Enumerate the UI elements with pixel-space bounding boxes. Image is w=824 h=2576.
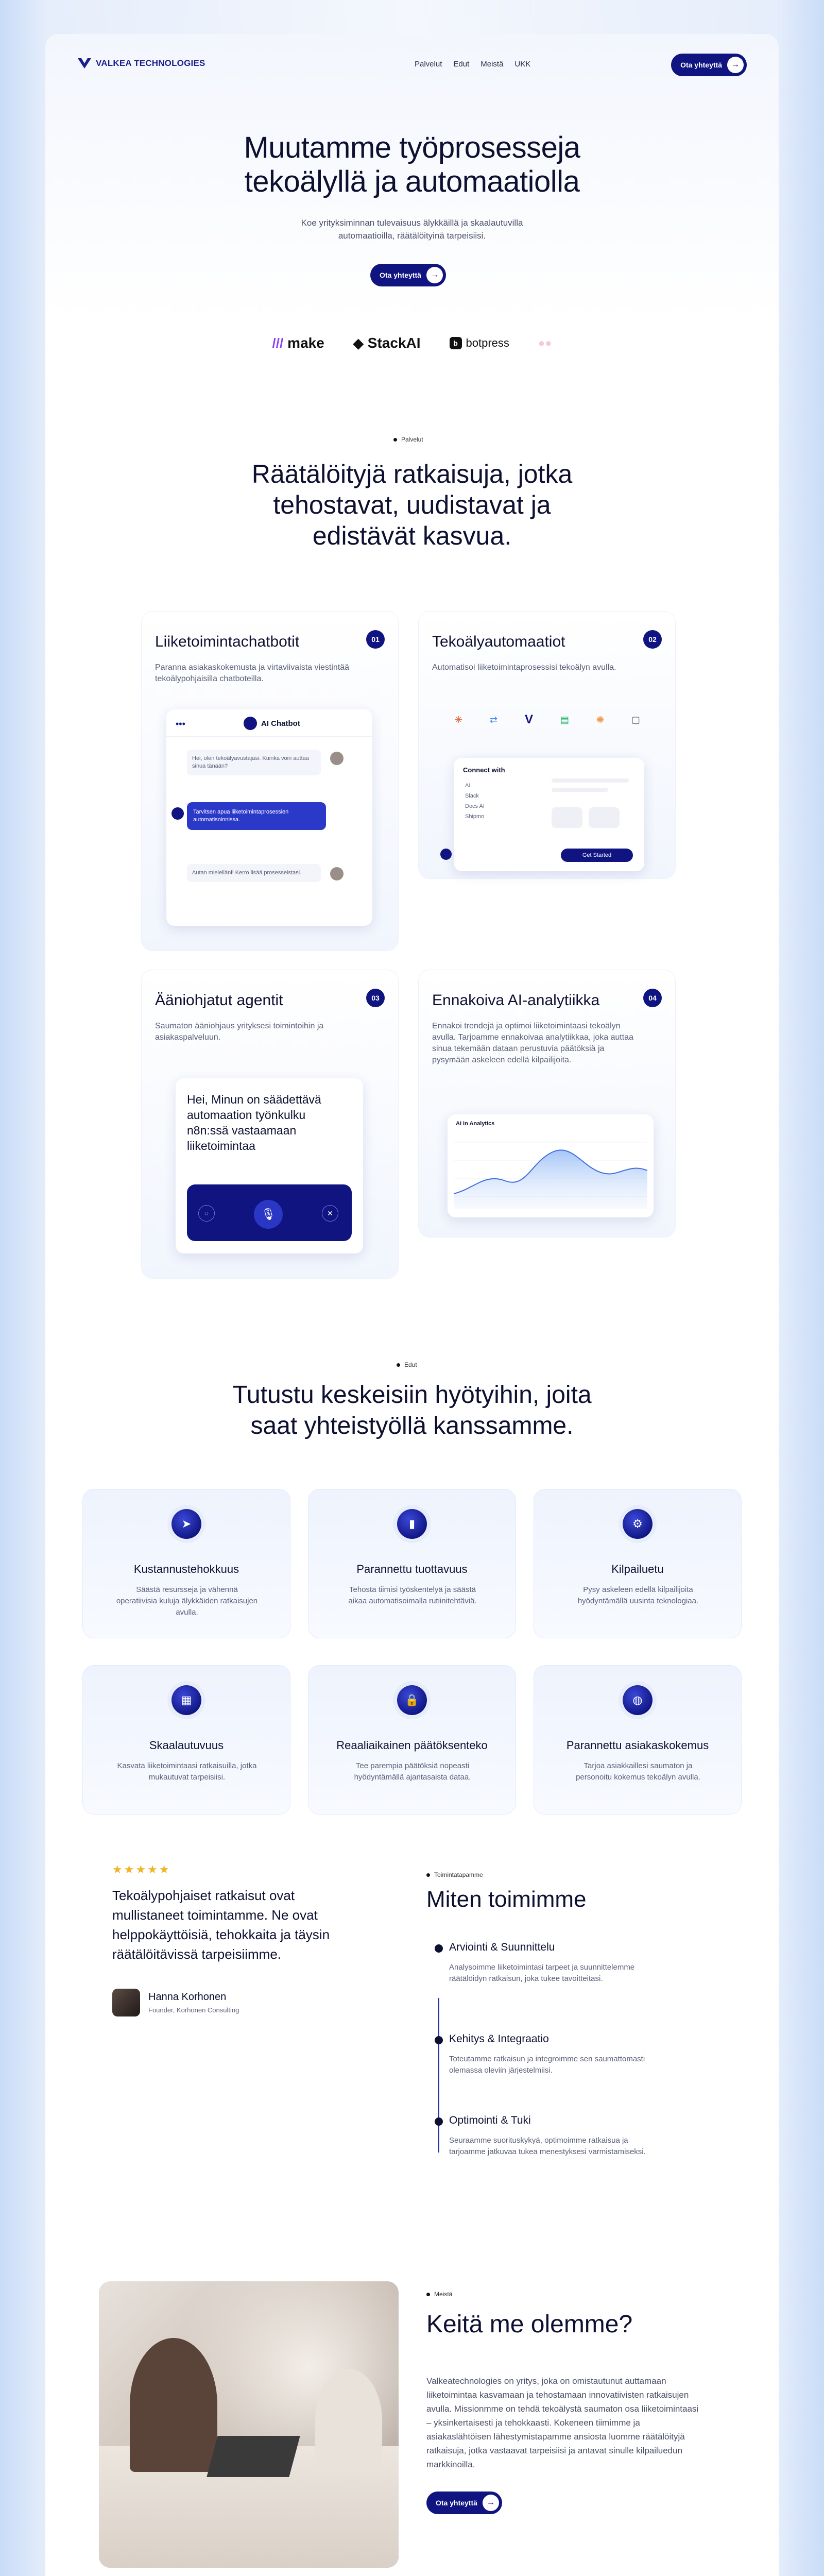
- photo-laptop: [207, 2436, 300, 2477]
- service-title: Ennakoiva AI-analytiikka: [432, 992, 600, 1009]
- hero-title-line-2: tekoälyllä ja automaatiolla: [244, 165, 580, 198]
- photo-person: [315, 2369, 382, 2472]
- service-desc: Ennakoi trendejä ja optimoi liiketoimintaasi tekoälyn avulla. Tarjoamme ennakoivaa analytiikkaa, joka auttaa sinua tekemään dataan perustuvia päätöksiä ja pysymään askeleen edellä kilpailijoita.: [432, 1022, 634, 1064]
- service-card-automation[interactable]: [418, 611, 676, 879]
- benefit-card: [534, 1665, 742, 1815]
- team-photo: [99, 2281, 399, 2568]
- top-nav: [77, 54, 747, 76]
- benefits-title: [45, 1380, 779, 1442]
- services-tag: [393, 436, 423, 443]
- process-timeline: [438, 1998, 439, 2153]
- nav-links: [415, 60, 530, 69]
- chat-message-user: Tarvitsen apua liiketoimintaprosessien automatisoinnissa.: [187, 802, 326, 830]
- hero-title: [45, 131, 779, 199]
- chatbot-header: [244, 717, 300, 730]
- hero-title-line-1: Muutamme työprosesseja: [244, 131, 580, 164]
- benefit-title: Reaaliaikainen päätöksenteko: [336, 1739, 488, 1752]
- hero-contact-button[interactable]: [370, 264, 446, 286]
- user-avatar-icon: [330, 752, 344, 765]
- step-title: Optimointi & Tuki: [449, 2114, 531, 2126]
- tag-dot: [397, 1363, 400, 1367]
- nav-contact-label: Ota yhteyttä: [680, 61, 722, 69]
- step-desc: Seuraamme suorituskykyä, optimoimme ratkaisua ja tarjoamme jatkuvaa tukea menestyksesi varmistamiseksi.: [449, 2136, 646, 2156]
- step-title: Arviointi & Suunnittelu: [449, 1941, 555, 1953]
- menu-dots-icon: •••: [176, 719, 185, 729]
- chart-icon: ▮: [397, 1509, 427, 1539]
- connect-option[interactable]: AI: [465, 783, 471, 789]
- process-step: [449, 2114, 665, 2158]
- chat-icon[interactable]: ◌: [198, 1205, 215, 1222]
- analytics-area-chart: [454, 1132, 647, 1209]
- partner-logos: [45, 328, 779, 359]
- logo-v-icon: [77, 58, 92, 69]
- benefit-card: [82, 1489, 290, 1638]
- nav-link-benefits[interactable]: Edut: [453, 60, 470, 69]
- step-desc: Analysoimme liiketoimintasi tarpeet ja suunnittelemme räätälöidyn ratkaisun, joka tukee tavoitteitasi.: [449, 1963, 635, 1983]
- placeholder-box: [589, 807, 620, 828]
- benefit-title: Parannettu asiakaskokemus: [566, 1739, 709, 1752]
- sheets-icon: ▤: [560, 714, 569, 725]
- automation-mockup: [454, 758, 644, 871]
- service-desc: Automatisoi liiketoimintaprosessisi tekoälyn avulla.: [432, 663, 616, 672]
- arrow-right-icon: →: [426, 267, 443, 283]
- arrow-right-icon: →: [483, 2495, 499, 2511]
- step-dot: [435, 2117, 443, 2126]
- hub-icon: ✺: [596, 714, 604, 725]
- benefit-card: [534, 1489, 742, 1638]
- benefit-title: Kustannustehokkuus: [133, 1563, 239, 1575]
- process-tag: [426, 1871, 483, 1878]
- benefits-title-line-1: Tutustu keskeisiin hyötyihin, joita: [232, 1381, 592, 1409]
- analytics-mockup: [448, 1114, 654, 1217]
- benefit-card: [308, 1665, 516, 1815]
- arrow-right-icon: →: [727, 57, 744, 73]
- service-number: 01: [366, 630, 385, 649]
- send-icon: ➤: [171, 1509, 201, 1539]
- benefit-desc: Tarjoa asiakkaillesi saumaton ja personoitu kokemus tekoälyn avulla.: [576, 1761, 700, 1782]
- about-text: Valkeatechnologies on yritys, joka on omistautunut auttamaan liiketoimintaa kasvamaan ja tehostamaan innovatiivisten ratkaisujen avulla. Missionmme on tehdä tekoälystä saumaton osa liiketoimintaasi – yksinkertaisesti ja tehokkaasti. Kokenеen tiimimme ja asiakaslähtöisen lähestymistapamme ansiosta luomme räätälöityjä ratkaisuja, jotka vastaavat tarpeisiisi ja antavat sinulle kilpailuedun markkinoilla.: [426, 2376, 699, 2469]
- benefit-title: Skaalautuvuus: [149, 1739, 224, 1752]
- benefit-desc: Tehosta tiimisi työskentelyä ja säästä aikaa automatisoimalla rutiinitehtäviä.: [348, 1585, 477, 1605]
- make-mark-icon: ///: [272, 335, 284, 351]
- botpress-mark-icon: b: [450, 337, 462, 349]
- page: [45, 34, 779, 2576]
- step-dot: [435, 1944, 443, 1953]
- brand-logo[interactable]: [77, 58, 205, 69]
- tag-dot: [393, 438, 397, 442]
- process-tag-label: Toimintatapamme: [434, 1871, 483, 1878]
- bot-avatar-icon: [244, 717, 257, 730]
- voice-mockup: [176, 1078, 363, 1253]
- process-title: Miten toimimme: [426, 1887, 587, 1912]
- placeholder-box: [552, 807, 582, 828]
- benefit-desc: Säästä resursseja ja vähennä operatiivisia kuluja älykkäiden ratkaisujen avulla.: [116, 1585, 258, 1617]
- connect-options: [465, 781, 485, 822]
- grid-icon: ▦: [171, 1685, 201, 1715]
- valkea-hub-icon: V: [525, 713, 534, 726]
- benefits-tag: [397, 1361, 417, 1368]
- doc-icon: ▢: [631, 714, 640, 725]
- author-name: Hanna Korhonen: [148, 1991, 227, 2003]
- sync-icon: ⇄: [490, 714, 498, 725]
- placeholder-bar: [552, 788, 608, 792]
- testimonial-quote: Tekoälypohjaiset ratkaisut ovat mullistaneet toimintamme. Ne ovat helppokäyttöisiä, tehokkaita ja täysin räätälöitävissä tarpeisiimme.: [112, 1888, 330, 1962]
- photo-person: [130, 2338, 217, 2472]
- botpress-logo-text: botpress: [466, 336, 509, 349]
- benefit-card: [82, 1665, 290, 1815]
- hero-contact-label: Ota yhteyttä: [380, 271, 421, 279]
- services-tag-label: Palvelut: [401, 436, 423, 443]
- stackai-logo-text: StackAI: [367, 335, 421, 351]
- about-tag: [426, 2291, 452, 2298]
- stackai-mark-icon: ◆: [353, 335, 364, 351]
- about-tag-label: Meistä: [434, 2291, 453, 2298]
- benefit-desc: Kasvata liiketoimintaasi ratkaisuilla, jotka mukautuvat tarpeisiisi.: [117, 1761, 257, 1782]
- services-title-line-2: tehostavat, uudistavat ja: [273, 490, 551, 519]
- service-title: Ääniohjatut agentit: [155, 992, 283, 1009]
- process-step: [449, 2033, 665, 2076]
- step-title: Kehitys & Integraatio: [449, 2033, 549, 2045]
- service-number: 04: [643, 989, 662, 1007]
- analytics-label: AI in Analytics: [456, 1121, 495, 1127]
- zapier-icon: ✳: [455, 714, 463, 725]
- nav-link-faq[interactable]: UKK: [514, 60, 531, 69]
- about-contact-button[interactable]: [426, 2492, 502, 2514]
- close-icon[interactable]: ✕: [322, 1205, 338, 1222]
- chat-message-bot: Hei, olen tekoälyavustajasi. Kuinka voin auttaa sinua tänään?: [187, 750, 321, 775]
- connect-option[interactable]: Slack: [465, 793, 479, 799]
- service-desc: Saumaton ääniohjaus yrityksesi toimintoihin ja asiakaspalveluun.: [155, 1022, 324, 1042]
- service-number: 03: [366, 989, 385, 1007]
- voice-transcript: Hei, Minun on säädettävä automaation työnkulku n8n:ssä vastaamaan liiketoimintaa: [187, 1093, 321, 1153]
- service-card-chatbots[interactable]: [141, 611, 399, 951]
- gear-icon: ⚙: [623, 1509, 653, 1539]
- chatbot-title: AI Chatbot: [261, 719, 300, 728]
- globe-icon: ◍: [623, 1685, 653, 1715]
- service-card-analytics[interactable]: [418, 970, 676, 1238]
- nav-link-about[interactable]: Meistä: [480, 60, 504, 69]
- testimonial-author: [112, 1989, 239, 2016]
- process-step: [449, 1941, 665, 1985]
- hero-subtitle: Koe yrityksiminnan tulevaisuus älykkäillä ja skaalautuvilla automaatioilla, räätälöityinä tarpeisiisi.: [301, 218, 523, 241]
- step-dot: [435, 2036, 443, 2044]
- integration-icons: [455, 713, 640, 727]
- author-role: Founder, Korhonen Consulting: [148, 2006, 239, 2014]
- step-desc: Toteutamme ratkaisun ja integroimme sen saumattomasti olemassa oleviin järjestelmiisi.: [449, 2055, 645, 2075]
- connect-label: Connect with: [463, 766, 505, 774]
- faded-logo: [538, 336, 552, 350]
- get-started-button[interactable]: Get Started: [561, 849, 633, 862]
- about-title: Keitä me olemme?: [426, 2311, 633, 2338]
- make-logo-text: make: [287, 335, 324, 351]
- benefit-desc: Pysy askeleen edellä kilpailijoita hyödyntämällä uusinta teknologiaa.: [577, 1585, 699, 1605]
- benefits-title-line-2: saat yhteistyöllä kanssamme.: [250, 1412, 574, 1439]
- divider: [166, 736, 372, 737]
- nav-contact-button[interactable]: [671, 54, 747, 76]
- user-avatar-icon: [330, 867, 344, 880]
- about-contact-label: Ota yhteyttä: [436, 2499, 477, 2507]
- bot-avatar-icon: [171, 807, 184, 820]
- tag-dot: [426, 1873, 430, 1877]
- botpress-logo: [450, 336, 509, 350]
- stackai-logo: [353, 335, 421, 351]
- service-card-voice[interactable]: [141, 970, 399, 1279]
- lock-icon: 🔒: [397, 1685, 427, 1715]
- benefits-tag-label: Edut: [404, 1361, 417, 1368]
- benefit-title: Kilpailuetu: [611, 1563, 664, 1575]
- bot-avatar-icon: [440, 849, 452, 860]
- make-logo: [272, 335, 324, 351]
- nav-link-services[interactable]: Palvelut: [415, 60, 442, 69]
- services-title: [45, 459, 779, 551]
- service-title: Tekoälyautomaatiot: [432, 633, 565, 650]
- benefit-title: Parannettu tuottavuus: [356, 1563, 468, 1575]
- connect-option[interactable]: Shipmo: [465, 814, 485, 820]
- avatar: [112, 1989, 140, 2016]
- services-title-line-1: Räätälöityjä ratkaisuja, jotka: [251, 460, 573, 488]
- brand-name: VALKEA TECHNOLOGIES: [96, 58, 205, 68]
- benefit-card: [308, 1489, 516, 1638]
- service-desc: Paranna asiakaskokemusta ja virtaviivaista viestintää tekoälypohjaisilla chatboteilla.: [155, 663, 350, 683]
- benefit-desc: Tee parempia päätöksiä nopeasti hyödyntämällä ajantasaista dataa.: [354, 1761, 471, 1782]
- chat-message-bot: Autan mielelläni! Kerro lisää prosesseistasi.: [187, 864, 321, 882]
- chatbot-mockup: [166, 709, 372, 926]
- voice-controls: [187, 1184, 352, 1241]
- rating-stars: ★★★★★: [112, 1863, 171, 1876]
- placeholder-bar: [552, 778, 629, 783]
- tag-dot: [426, 2293, 430, 2296]
- microphone-icon[interactable]: 🎙: [254, 1200, 283, 1229]
- connect-option[interactable]: Docs AI: [465, 803, 485, 809]
- service-number: 02: [643, 630, 662, 649]
- faded-mark-icon: ●●: [538, 336, 552, 349]
- services-title-line-3: edistävät kasvua.: [312, 521, 512, 550]
- service-title: Liiketoimintachatbotit: [155, 633, 300, 650]
